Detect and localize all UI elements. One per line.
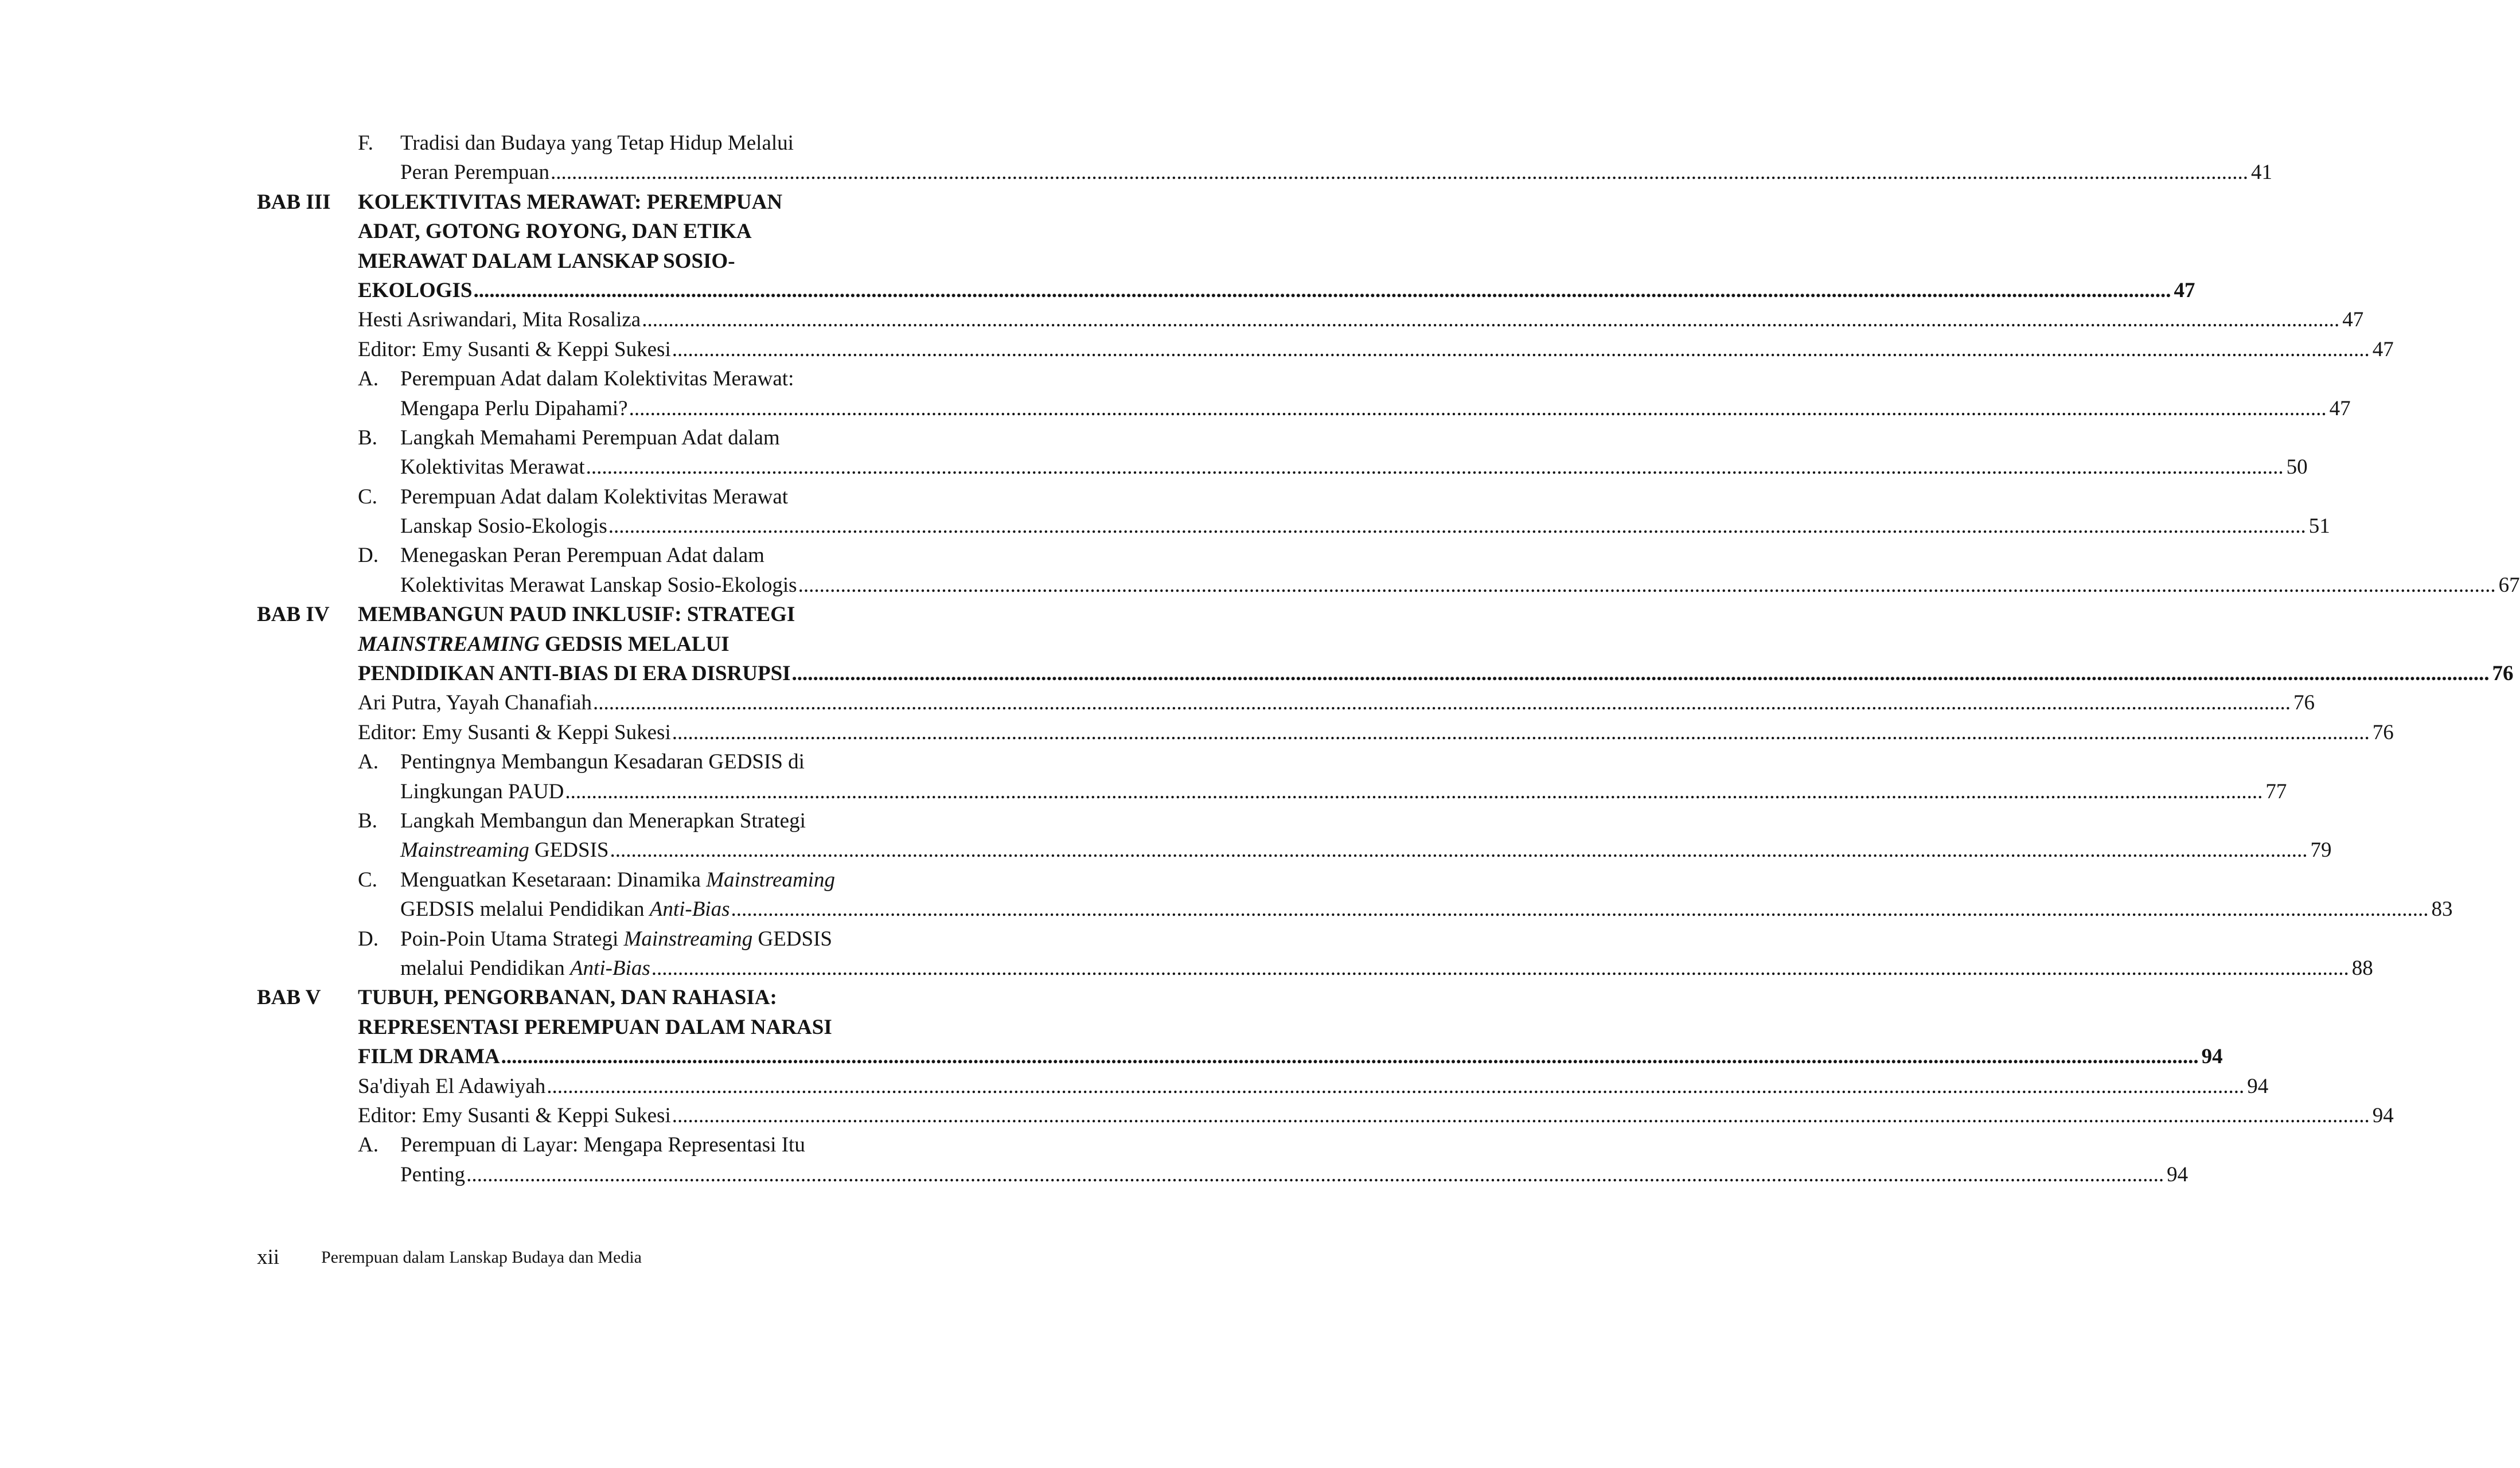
leader-dots — [672, 718, 2370, 747]
section-title: Langkah Memahami Perempuan Adat dalam — [400, 425, 780, 450]
section-title-rest: GEDSIS — [529, 838, 609, 862]
section-title-plain: GEDSIS melalui Pendidikan — [400, 897, 650, 922]
chapter-title: MEMBANGUN PAUD INKLUSIF: STRATEGI — [358, 603, 795, 627]
toc-section-f-line2 — [257, 158, 2272, 187]
chapter-label: BAB V — [257, 986, 321, 1010]
chapter-title: TUBUH, PENGORBANAN, DAN RAHASIA: — [358, 986, 777, 1010]
page-number: 94 — [2167, 1162, 2189, 1186]
toc-section-3a-line1 — [257, 364, 916, 393]
section-title: Perempuan Adat dalam Kolektivitas Merawat: — [400, 367, 794, 391]
chapter-title: REPRESENTASI PEREMPUAN DALAM NARASI — [358, 1015, 832, 1039]
leader-dots — [547, 1072, 2244, 1101]
leader-dots — [551, 158, 2248, 187]
toc-section-5a-line1 — [257, 1130, 916, 1159]
section-title: Peran Perempuan — [400, 161, 549, 185]
page-number: 88 — [2351, 956, 2373, 980]
toc-chapter-5-line1 — [257, 983, 916, 1012]
leader-dots — [466, 1160, 2164, 1189]
page-number: 83 — [2431, 897, 2453, 922]
leader-dots — [565, 777, 2262, 806]
page-number: 67 — [2498, 573, 2520, 597]
toc-section-4d-line1 — [257, 924, 916, 954]
toc-chapter-5-line2 — [257, 1013, 916, 1042]
section-title: Kolektivitas Merawat — [400, 455, 585, 479]
chapter-title: MERAWAT DALAM LANSKAP SOSIO- — [358, 249, 735, 273]
section-title: Penting — [400, 1162, 466, 1186]
page-number: 47 — [2372, 337, 2394, 361]
toc-chapter-5-editor — [257, 1101, 2394, 1130]
section-letter: A. — [358, 367, 379, 391]
section-letter: B. — [358, 809, 377, 833]
toc-section-4c-line2 — [257, 895, 2453, 924]
editors: Editor: Emy Susanti & Keppi Sukesi — [358, 337, 671, 361]
page-number: 76 — [2372, 720, 2394, 744]
section-letter: C. — [358, 868, 377, 892]
toc-section-3a-line2 — [257, 394, 2351, 423]
section-letter: D. — [358, 544, 379, 568]
toc-chapter-3-line3 — [257, 247, 916, 276]
toc-section-3d-line1 — [257, 541, 916, 570]
chapter-title: ADAT, GOTONG ROYONG, DAN ETIKA — [358, 220, 752, 244]
footer-book-title: Perempuan dalam Lanskap Budaya dan Media — [321, 1248, 642, 1267]
page-number: 41 — [2250, 161, 2272, 185]
leader-dots — [672, 335, 2370, 364]
section-title-plain: melalui Pendidikan — [400, 956, 570, 980]
leader-dots — [610, 835, 2308, 865]
leader-dots — [608, 512, 2306, 541]
section-letter: F. — [358, 131, 373, 155]
leader-dots — [798, 571, 2496, 600]
section-title-italic: Anti-Bias — [569, 956, 650, 980]
toc-chapter-3-line4 — [257, 276, 2195, 305]
authors: Sa'diyah El Adawiyah — [358, 1074, 546, 1098]
page-number: 94 — [2201, 1045, 2223, 1069]
toc-section-4b-line2 — [257, 835, 2332, 865]
page-number: 77 — [2265, 779, 2287, 803]
toc-chapter-4-authors — [257, 688, 2315, 717]
section-letter: C. — [358, 485, 377, 509]
toc-chapter-3-line1 — [257, 188, 916, 217]
section-letter: A. — [358, 1133, 379, 1157]
leader-dots — [642, 305, 2339, 334]
chapter-title — [358, 630, 916, 659]
chapter-title: FILM DRAMA — [358, 1045, 500, 1069]
chapter-title: EKOLOGIS — [358, 278, 473, 302]
toc-chapter-3-authors — [257, 305, 2364, 334]
leader-dots — [501, 1042, 2199, 1071]
section-title: Perempuan Adat dalam Kolektivitas Merawat — [400, 485, 789, 509]
toc-section-4c-line1 — [257, 865, 916, 895]
section-title: Lingkungan PAUD — [400, 779, 564, 803]
page-number: 51 — [2308, 514, 2330, 538]
section-title-italic: Mainstreaming — [623, 927, 753, 951]
section-letter: D. — [358, 927, 379, 951]
leader-dots — [672, 1101, 2370, 1130]
toc-section-4a-line1 — [257, 747, 916, 776]
section-title: Lanskap Sosio-Ekologis — [400, 514, 607, 538]
section-title-plain: Menguatkan Kesetaraan: Dinamika — [400, 868, 707, 892]
section-title — [400, 835, 609, 865]
page-number: 94 — [2247, 1074, 2269, 1098]
section-title-italic: Mainstreaming — [706, 868, 835, 892]
authors: Ari Putra, Yayah Chanafiah — [358, 691, 592, 715]
chapter-title: KOLEKTIVITAS MERAWAT: PEREMPUAN — [358, 190, 783, 214]
leader-dots — [731, 895, 2428, 924]
section-title — [400, 865, 916, 895]
toc-chapter-3-editor — [257, 335, 2394, 364]
toc-chapter-4-editor — [257, 718, 2394, 747]
page-number: 47 — [2342, 308, 2364, 332]
toc-section-3b-line1 — [257, 423, 916, 452]
page-footer — [257, 1243, 916, 1272]
page-number: 47 — [2174, 278, 2195, 302]
section-title-italic: Anti-Bias — [649, 897, 730, 922]
leader-dots — [586, 452, 2284, 482]
section-title: Mengapa Perlu Dipahami? — [400, 396, 628, 420]
toc-section-f-line1 — [257, 128, 916, 158]
page-number: 79 — [2310, 838, 2332, 862]
page-number: 47 — [2329, 396, 2351, 420]
chapter-label: BAB IV — [257, 603, 330, 627]
leader-dots — [629, 394, 2327, 423]
section-title — [400, 954, 650, 983]
toc-section-4b-line1 — [257, 806, 916, 835]
section-title: Menegaskan Peran Perempuan Adat dalam — [400, 544, 764, 568]
section-title: Tradisi dan Budaya yang Tetap Hidup Melalui — [400, 131, 794, 155]
toc-section-3c-line1 — [257, 482, 916, 512]
toc-section-3c-line2 — [257, 512, 2330, 541]
section-title-rest: GEDSIS — [752, 927, 833, 951]
chapter-title: PENDIDIKAN ANTI-BIAS DI ERA DISRUPSI — [358, 662, 791, 686]
page-number: 50 — [2286, 455, 2308, 479]
section-title — [400, 924, 916, 954]
leader-dots — [652, 954, 2349, 983]
toc-chapter-5-line3 — [257, 1042, 2223, 1071]
toc-section-5a-line2 — [257, 1160, 2189, 1189]
section-title — [400, 895, 730, 924]
section-title-italic: Mainstreaming — [400, 838, 529, 862]
toc-section-3b-line2 — [257, 452, 2308, 482]
toc-section-3d-line2 — [257, 571, 2520, 600]
footer-page-number: xii — [257, 1246, 280, 1269]
leader-dots — [473, 276, 2171, 305]
page-number: 76 — [2293, 691, 2315, 715]
toc-section-4d-line2 — [257, 954, 2373, 983]
toc-chapter-4-line3 — [257, 659, 2514, 688]
section-title: Pentingnya Membangun Kesadaran GEDSIS di — [400, 750, 805, 774]
toc-chapter-5-authors — [257, 1072, 2269, 1101]
leader-dots — [593, 688, 2291, 717]
toc-chapter-4-line2 — [257, 630, 916, 659]
section-title: Kolektivitas Merawat Lanskap Sosio-Ekologis — [400, 573, 797, 597]
editors: Editor: Emy Susanti & Keppi Sukesi — [358, 1103, 671, 1127]
table-of-contents — [257, 128, 2520, 1189]
chapter-title-italic: MAINSTREAMING — [358, 632, 540, 656]
leader-dots — [792, 659, 2490, 688]
section-letter: A. — [358, 750, 379, 774]
page-number: 94 — [2372, 1103, 2394, 1127]
editors: Editor: Emy Susanti & Keppi Sukesi — [358, 720, 671, 744]
authors: Hesti Asriwandari, Mita Rosaliza — [358, 308, 641, 332]
toc-chapter-4-line1 — [257, 600, 916, 629]
section-title: Perempuan di Layar: Mengapa Representasi Itu — [400, 1133, 805, 1157]
section-title: Langkah Membangun dan Menerapkan Strategi — [400, 809, 806, 833]
section-letter: B. — [358, 425, 377, 450]
section-title-plain: Poin-Poin Utama Strategi — [400, 927, 624, 951]
toc-chapter-3-line2 — [257, 217, 916, 246]
page-number: 76 — [2492, 662, 2514, 686]
toc-section-4a-line2 — [257, 777, 2287, 806]
chapter-title-rest: GEDSIS MELALUI — [539, 632, 730, 656]
chapter-label: BAB III — [257, 190, 331, 214]
